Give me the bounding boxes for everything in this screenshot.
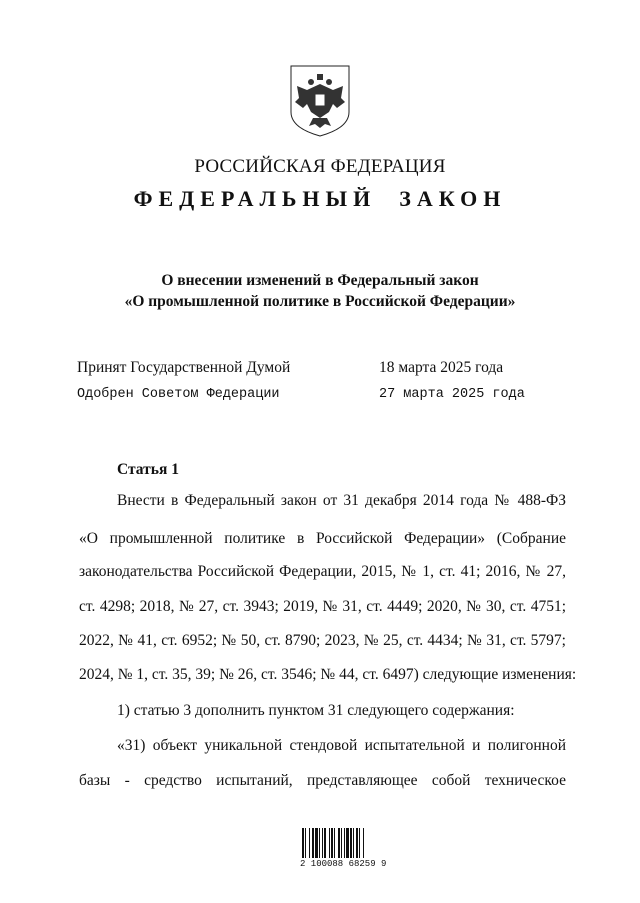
document-type-title: ФЕДЕРАЛЬНЫЙ ЗАКОН: [133, 186, 507, 211]
article-line: «О промышленной политике в Российской Федерации» (Собрание: [79, 530, 566, 547]
subject-line-2: «О промышленной политике в Российской Федерации»: [124, 293, 516, 310]
subject-line-1: О внесении изменений в Федеральный закон: [161, 272, 479, 289]
article-line: 1) статью 3 дополнить пунктом 31 следующего содержания:: [117, 702, 515, 719]
council-date: 27 марта 2025 года: [379, 387, 525, 402]
article-line: 2022, № 41, ст. 6952; № 50, ст. 8790; 2023, № 25, ст. 4434; № 31, ст. 5797;: [79, 632, 566, 649]
article-line: базы - средство испытаний, представляющее собой техническое: [79, 772, 566, 789]
law-subject: [0, 270, 640, 312]
article-line: «31) объект уникальной стендовой испытательной и полигонной: [117, 737, 566, 754]
article-line: 2024, № 1, ст. 35, 39; № 26, ст. 3546; № 44, ст. 6497) следующие изменения:: [79, 666, 577, 683]
article-line: законодательства Российской Федерации, 2015, № 1, ст. 41; 2016, № 27,: [79, 563, 566, 580]
duma-label: Принят Государственной Думой: [77, 359, 291, 376]
council-label: Одобрен Советом Федерации: [77, 387, 280, 402]
article-line: Внести в Федеральный закон от 31 декабря 2014 года № 488-ФЗ: [117, 492, 566, 509]
article-line: ст. 4298; 2018, № 27, ст. 3943; 2019, № 31, ст. 4449; 2020, № 30, ст. 4751;: [79, 598, 566, 615]
barcode-number: 2 100088 68259 9: [300, 859, 387, 869]
country-name: РОССИЙСКАЯ ФЕДЕРАЦИЯ: [194, 156, 446, 177]
article-title: Статья 1: [117, 461, 179, 478]
duma-date: 18 марта 2025 года: [379, 359, 504, 376]
coat-of-arms-icon: [289, 64, 351, 138]
